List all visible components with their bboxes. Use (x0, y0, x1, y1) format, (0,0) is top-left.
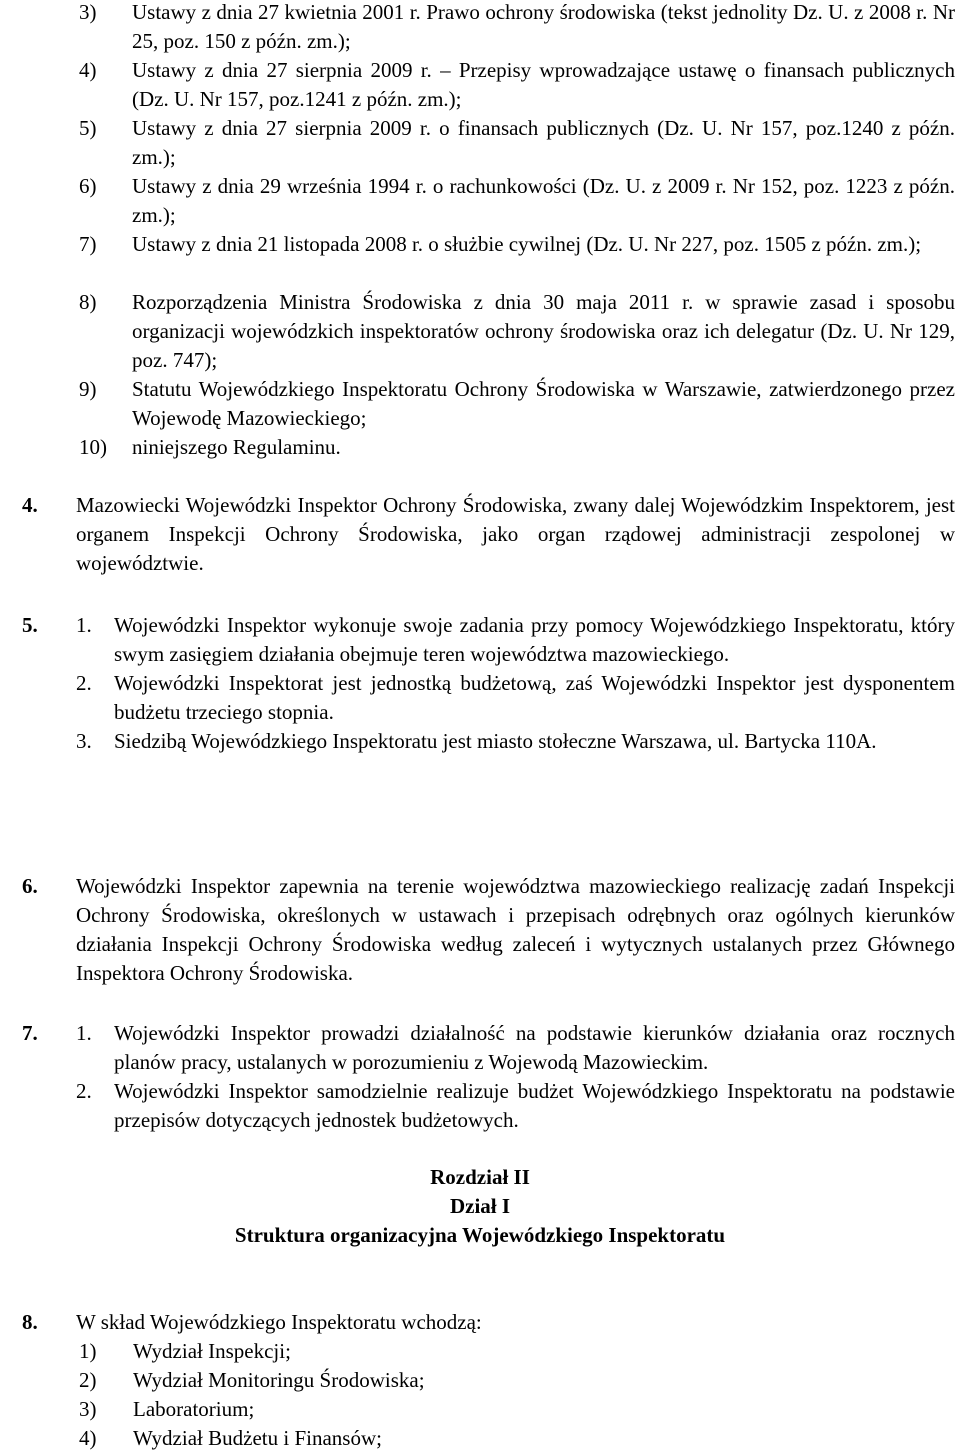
subparagraph-text: Wojewódzki Inspektor samodzielnie realizuje budżet Wojewódzkiego Inspektoratu na podstawie przepisów dotyczących jednostek budżetowych. (114, 1079, 955, 1132)
list-text: Rozporządzenia Ministra Środowiska z dnia 30 maja 2011 r. w sprawie zasad i sposobu organizacji wojewódzkich inspektoratów ochrony środowiska oraz ich delegatur (Dz. U. Nr 129, poz. 747); (132, 290, 955, 372)
list-number: 5) (79, 116, 97, 140)
list-number: 7) (79, 232, 97, 256)
subparagraph (76, 611, 955, 669)
paragraph-number: 4. (22, 493, 38, 517)
list-number: 8) (79, 290, 97, 314)
subparagraph (76, 1077, 955, 1135)
list-text: Wydział Inspekcji; (133, 1339, 291, 1363)
subparagraph-text: Wojewódzki Inspektorat jest jednostką budżetową, zaś Wojewódzki Inspektor jest dysponentem budżetu trzeciego stopnia. (114, 671, 955, 724)
paragraph-text: W skład Wojewódzkiego Inspektoratu wchodzą: (76, 1310, 482, 1334)
list-number: 4) (79, 1426, 97, 1450)
paragraph-text: Wojewódzki Inspektor zapewnia na terenie województwa mazowieckiego realizację zadań Inspekcji Ochrony Środowiska, określonych w ustawach i przepisach odrębnych oraz ogólnych kierunków działania Inspekcji Ochrony Środowiska według zaleceń i wytycznych ustalanych przez Głównego Inspektora Ochrony Środowiska. (76, 874, 955, 985)
legal-list-item (79, 288, 955, 375)
subparagraph-text: Wojewódzki Inspektor wykonuje swoje zadania przy pomocy Wojewódzkiego Inspektoratu, który swym zasięgiem działania obejmuje teren województwa mazowieckiego. (114, 613, 955, 666)
subparagraph (76, 669, 955, 727)
list-text: Ustawy z dnia 29 września 1994 r. o rachunkowości (Dz. U. z 2009 r. Nr 152, poz. 1223 z późn. zm.); (132, 174, 955, 227)
list-text: Ustawy z dnia 27 kwietnia 2001 r. Prawo ochrony środowiska (tekst jednolity Dz. U. z 2008 r. Nr 25, poz. 150 z późn. zm.); (132, 0, 955, 53)
legal-list-item (79, 375, 955, 433)
list-number: 2) (79, 1368, 97, 1392)
list-number: 1) (79, 1339, 97, 1363)
paragraph-7 (22, 1019, 955, 1135)
subparagraph (76, 1019, 955, 1077)
legal-list-item (79, 56, 955, 114)
paragraph-5 (22, 611, 955, 756)
paragraph-number: 5. (22, 613, 38, 637)
legal-list-item (79, 172, 955, 230)
list-text: Ustawy z dnia 21 listopada 2008 r. o służbie cywilnej (Dz. U. Nr 227, poz. 1505 z późn. zm.); (132, 232, 922, 256)
list-number: 3) (79, 0, 97, 24)
subparagraph-number: 2. (76, 1079, 92, 1103)
list-number: 10) (79, 435, 107, 459)
paragraph-number: 8. (22, 1310, 38, 1334)
legal-list-item (79, 114, 955, 172)
list-number: 9) (79, 377, 97, 401)
list-number: 4) (79, 58, 97, 82)
subparagraph-text: Siedzibą Wojewódzkiego Inspektoratu jest miasto stołeczne Warszawa, ul. Bartycka 110A. (114, 729, 877, 753)
list-text: niniejszego Regulaminu. (132, 435, 341, 459)
subparagraph (76, 727, 955, 756)
list-number: 3) (79, 1397, 97, 1421)
paragraph-number: 6. (22, 874, 38, 898)
subparagraph-number: 2. (76, 671, 92, 695)
subparagraph-number: 1. (76, 613, 92, 637)
paragraph-6 (22, 872, 955, 988)
legal-list-item (79, 230, 955, 259)
chapter-title: Rozdział II (430, 1165, 530, 1189)
list-text: Laboratorium; (133, 1397, 255, 1421)
list-text: Statutu Wojewódzkiego Inspektoratu Ochrony Środowiska w Warszawie, zatwierdzonego przez Wojewodę Mazowieckiego; (132, 377, 955, 430)
legal-list-item (79, 0, 955, 56)
subparagraph-number: 3. (76, 729, 92, 753)
list-number: 6) (79, 174, 97, 198)
subparagraph-text: Wojewódzki Inspektor prowadzi działalność na podstawie kierunków działania oraz rocznych planów pracy, ustalanych w porozumieniu z Wojewodą Mazowieckim. (114, 1021, 955, 1074)
list-text: Ustawy z dnia 27 sierpnia 2009 r. – Przepisy wprowadzające ustawę o finansach publicznych (Dz. U. Nr 157, poz.1241 z późn. zm.); (132, 58, 955, 111)
list-text: Ustawy z dnia 27 sierpnia 2009 r. o finansach publicznych (Dz. U. Nr 157, poz.1240 z późn. zm.); (132, 116, 955, 169)
paragraph-4 (22, 491, 955, 578)
chapter-subtitle: Struktura organizacyjna Wojewódzkiego Inspektoratu (234, 1223, 726, 1247)
list-text: Wydział Monitoringu Środowiska; (133, 1368, 425, 1392)
section-title: Dział I (449, 1194, 511, 1218)
paragraph-text: Mazowiecki Wojewódzki Inspektor Ochrony Środowiska, zwany dalej Wojewódzkim Inspektorem, jest organem Inspekcji Ochrony Środowiska, jako organ rządowej administracji zespolonej w województwie. (76, 493, 955, 575)
legal-list-item (79, 433, 955, 462)
list-text: Wydział Budżetu i Finansów; (133, 1426, 382, 1450)
paragraph-number: 7. (22, 1021, 38, 1045)
paragraph-8 (22, 1308, 955, 1337)
subparagraph-number: 1. (76, 1021, 92, 1045)
